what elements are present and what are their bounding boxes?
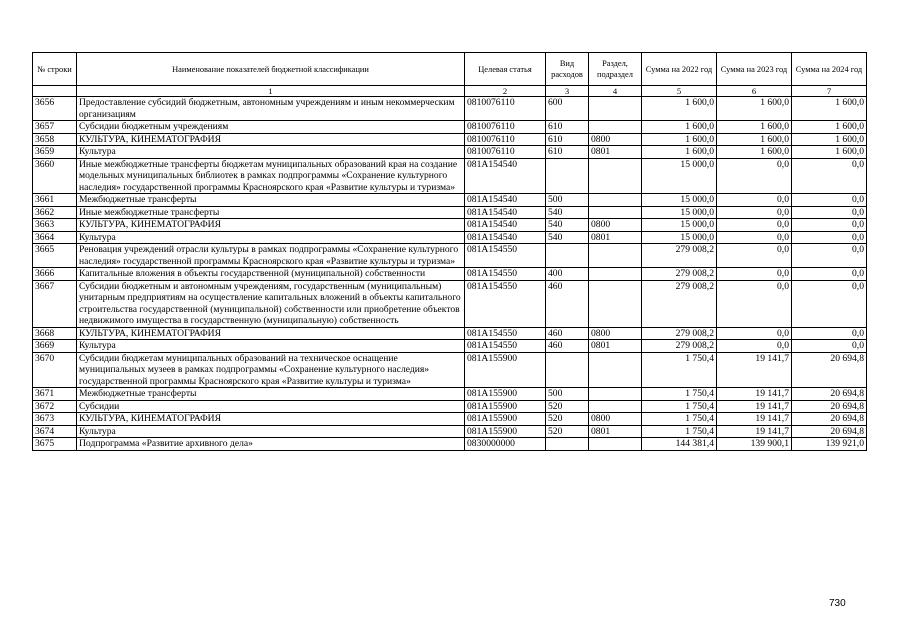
target-article-cell: 081A155900	[465, 388, 546, 401]
section-cell	[589, 206, 642, 219]
sum-2023-cell: 19 141,7	[717, 400, 792, 413]
table-row	[33, 194, 867, 207]
target-article-cell: 081A154540	[465, 231, 546, 244]
sum-2024-cell: 20 694,8	[792, 425, 867, 438]
section-cell: 0801	[589, 146, 642, 159]
sum-2023-cell: 0,0	[717, 280, 792, 327]
indicator-name-cell: Субсидии бюджетным учреждениям	[77, 121, 465, 134]
sum-2023-cell: 0,0	[717, 244, 792, 268]
section-cell: 0800	[589, 327, 642, 340]
table-row	[33, 425, 867, 438]
sum-2023-cell: 0,0	[717, 194, 792, 207]
row-number-cell: 3670	[33, 352, 77, 388]
section-cell	[589, 244, 642, 268]
row-number-cell: 3660	[33, 158, 77, 194]
indicator-name-cell: КУЛЬТУРА, КИНЕМАТОГРАФИЯ	[77, 413, 465, 426]
sum-2022-cell: 1 750,4	[642, 413, 717, 426]
header-sum-2024: Сумма на 2024 год	[792, 53, 867, 86]
section-cell: 0800	[589, 219, 642, 232]
expense-type-cell	[546, 244, 589, 268]
sum-2023-cell: 0,0	[717, 340, 792, 353]
sum-2022-cell: 15 000,0	[642, 158, 717, 194]
section-cell	[589, 438, 642, 451]
sum-2024-cell: 0,0	[792, 219, 867, 232]
sum-2023-cell: 19 141,7	[717, 352, 792, 388]
target-article-cell: 081A154540	[465, 206, 546, 219]
sum-2022-cell: 279 008,2	[642, 244, 717, 268]
sum-2022-cell: 279 008,2	[642, 268, 717, 281]
sum-2023-cell: 19 141,7	[717, 413, 792, 426]
sum-2024-cell: 20 694,8	[792, 388, 867, 401]
target-article-cell: 081A154550	[465, 268, 546, 281]
target-article-cell: 081A154540	[465, 158, 546, 194]
table-row	[33, 146, 867, 159]
sum-2023-cell: 0,0	[717, 206, 792, 219]
indicator-name-cell: Культура	[77, 231, 465, 244]
table-row	[33, 340, 867, 353]
column-number-row	[33, 86, 867, 97]
target-article-cell: 081A154550	[465, 327, 546, 340]
table-row	[33, 206, 867, 219]
section-cell	[589, 388, 642, 401]
sum-2022-cell: 279 008,2	[642, 327, 717, 340]
row-number-cell: 3667	[33, 280, 77, 327]
section-cell	[589, 400, 642, 413]
table-row	[33, 133, 867, 146]
table-body	[33, 97, 867, 451]
sum-2024-cell: 0,0	[792, 231, 867, 244]
row-number-cell: 3666	[33, 268, 77, 281]
indicator-name-cell: КУЛЬТУРА, КИНЕМАТОГРАФИЯ	[77, 133, 465, 146]
sum-2024-cell: 0,0	[792, 268, 867, 281]
table-row	[33, 413, 867, 426]
section-cell: 0801	[589, 340, 642, 353]
expense-type-cell: 610	[546, 146, 589, 159]
row-number-cell: 3657	[33, 121, 77, 134]
target-article-cell: 081A154540	[465, 219, 546, 232]
sum-2023-cell: 19 141,7	[717, 388, 792, 401]
sum-2024-cell: 0,0	[792, 194, 867, 207]
expense-type-cell: 520	[546, 413, 589, 426]
row-number-cell: 3659	[33, 146, 77, 159]
sum-2022-cell: 1 750,4	[642, 352, 717, 388]
column-number: 3	[546, 86, 589, 97]
section-cell: 0800	[589, 133, 642, 146]
sum-2023-cell: 0,0	[717, 158, 792, 194]
indicator-name-cell: Предоставление субсидий бюджетным, автономным учреждениям и иным некоммерческим организациям	[77, 97, 465, 121]
sum-2022-cell: 1 600,0	[642, 121, 717, 134]
sum-2022-cell: 15 000,0	[642, 194, 717, 207]
section-cell	[589, 97, 642, 121]
indicator-name-cell: Культура	[77, 340, 465, 353]
sum-2024-cell: 0,0	[792, 340, 867, 353]
header-sum-2023: Сумма на 2023 год	[717, 53, 792, 86]
expense-type-cell	[546, 438, 589, 451]
sum-2022-cell: 1 750,4	[642, 400, 717, 413]
sum-2023-cell: 0,0	[717, 219, 792, 232]
indicator-name-cell: Подпрограмма «Развитие архивного дела»	[77, 438, 465, 451]
sum-2024-cell: 0,0	[792, 244, 867, 268]
sum-2022-cell: 279 008,2	[642, 340, 717, 353]
sum-2023-cell: 1 600,0	[717, 146, 792, 159]
table-row	[33, 438, 867, 451]
sum-2023-cell: 1 600,0	[717, 121, 792, 134]
table-row	[33, 158, 867, 194]
expense-type-cell: 610	[546, 133, 589, 146]
target-article-cell: 0810076110	[465, 146, 546, 159]
table-row	[33, 121, 867, 134]
expense-type-cell	[546, 352, 589, 388]
sum-2022-cell: 1 600,0	[642, 97, 717, 121]
indicator-name-cell: Субсидии бюджетам муниципальных образований на техническое оснащение муниципальных музеев в рамках подпрограммы «Сохранение культурного наследия» государственной программы Красноярского края «Развитие культуры и туризма»	[77, 352, 465, 388]
target-article-cell: 0810076110	[465, 97, 546, 121]
target-article-cell: 0830000000	[465, 438, 546, 451]
header-target: Целевая статья	[465, 53, 546, 86]
expense-type-cell	[546, 158, 589, 194]
indicator-name-cell: Межбюджетные трансферты	[77, 194, 465, 207]
sum-2024-cell: 1 600,0	[792, 97, 867, 121]
expense-type-cell: 500	[546, 388, 589, 401]
sum-2024-cell: 0,0	[792, 158, 867, 194]
table-header	[33, 53, 867, 97]
row-number-cell: 3663	[33, 219, 77, 232]
table-row	[33, 268, 867, 281]
indicator-name-cell: Капитальные вложения в объекты государственной (муниципальной) собственности	[77, 268, 465, 281]
expense-type-cell: 460	[546, 280, 589, 327]
budget-table	[32, 52, 867, 451]
column-number: 2	[465, 86, 546, 97]
section-cell: 0800	[589, 413, 642, 426]
sum-2023-cell: 1 600,0	[717, 133, 792, 146]
expense-type-cell: 460	[546, 327, 589, 340]
target-article-cell: 0810076110	[465, 133, 546, 146]
target-article-cell: 081A154550	[465, 340, 546, 353]
sum-2022-cell: 144 381,4	[642, 438, 717, 451]
header-row-no: № строки	[33, 53, 77, 86]
page-number: 730	[829, 598, 846, 609]
header-vid: Вид расходов	[546, 53, 589, 86]
section-cell	[589, 280, 642, 327]
target-article-cell: 081A154540	[465, 194, 546, 207]
column-number: 7	[792, 86, 867, 97]
sum-2022-cell: 15 000,0	[642, 219, 717, 232]
indicator-name-cell: Субсидии бюджетным и автономным учреждениям, государственным (муниципальным) унитарным предприятиям на осуществление капитальных вложений в объекты капитального строительства государственной (муниципальной) собственности или приобретение объектов недвижимого имущества в государственную (муниципальную) собственность	[77, 280, 465, 327]
expense-type-cell: 520	[546, 425, 589, 438]
header-section: Раздел, подраздел	[589, 53, 642, 86]
table-row	[33, 388, 867, 401]
table-row	[33, 327, 867, 340]
target-article-cell: 081A155900	[465, 352, 546, 388]
sum-2022-cell: 15 000,0	[642, 206, 717, 219]
row-number-cell: 3664	[33, 231, 77, 244]
sum-2024-cell: 139 921,0	[792, 438, 867, 451]
section-cell	[589, 194, 642, 207]
section-cell	[589, 158, 642, 194]
sum-2022-cell: 1 600,0	[642, 133, 717, 146]
table-row	[33, 400, 867, 413]
target-article-cell: 081A155900	[465, 425, 546, 438]
sum-2022-cell: 1 750,4	[642, 425, 717, 438]
row-number-cell: 3665	[33, 244, 77, 268]
expense-type-cell: 540	[546, 219, 589, 232]
sum-2022-cell: 15 000,0	[642, 231, 717, 244]
table-row	[33, 97, 867, 121]
table-row	[33, 244, 867, 268]
section-cell	[589, 121, 642, 134]
section-cell	[589, 352, 642, 388]
sum-2024-cell: 20 694,8	[792, 400, 867, 413]
expense-type-cell: 540	[546, 206, 589, 219]
sum-2024-cell: 0,0	[792, 280, 867, 327]
sum-2023-cell: 19 141,7	[717, 425, 792, 438]
sum-2024-cell: 20 694,8	[792, 352, 867, 388]
indicator-name-cell: КУЛЬТУРА, КИНЕМАТОГРАФИЯ	[77, 219, 465, 232]
section-cell: 0801	[589, 231, 642, 244]
target-article-cell: 081A155900	[465, 400, 546, 413]
indicator-name-cell: КУЛЬТУРА, КИНЕМАТОГРАФИЯ	[77, 327, 465, 340]
sum-2024-cell: 1 600,0	[792, 146, 867, 159]
column-number: 5	[642, 86, 717, 97]
expense-type-cell: 520	[546, 400, 589, 413]
row-number-cell: 3675	[33, 438, 77, 451]
column-number: 1	[77, 86, 465, 97]
sum-2022-cell: 279 008,2	[642, 280, 717, 327]
sum-2024-cell: 20 694,8	[792, 413, 867, 426]
row-number-cell: 3672	[33, 400, 77, 413]
indicator-name-cell: Иные межбюджетные трансферты	[77, 206, 465, 219]
expense-type-cell: 500	[546, 194, 589, 207]
table-row	[33, 352, 867, 388]
sum-2022-cell: 1 600,0	[642, 146, 717, 159]
row-number-cell: 3656	[33, 97, 77, 121]
row-number-cell: 3662	[33, 206, 77, 219]
target-article-cell: 081A154550	[465, 244, 546, 268]
indicator-name-cell: Культура	[77, 425, 465, 438]
table-row	[33, 219, 867, 232]
sum-2023-cell: 1 600,0	[717, 97, 792, 121]
indicator-name-cell: Межбюджетные трансферты	[77, 388, 465, 401]
column-number: 4	[589, 86, 642, 97]
expense-type-cell: 460	[546, 340, 589, 353]
indicator-name-cell: Субсидии	[77, 400, 465, 413]
sum-2022-cell: 1 750,4	[642, 388, 717, 401]
sum-2023-cell: 139 900,1	[717, 438, 792, 451]
row-number-cell: 3669	[33, 340, 77, 353]
column-number: 6	[717, 86, 792, 97]
row-number-cell: 3658	[33, 133, 77, 146]
sum-2024-cell: 0,0	[792, 327, 867, 340]
sum-2024-cell: 0,0	[792, 206, 867, 219]
target-article-cell: 081A155900	[465, 413, 546, 426]
sum-2023-cell: 0,0	[717, 327, 792, 340]
header-name: Наименование показателей бюджетной классификации	[77, 53, 465, 86]
row-number-cell: 3668	[33, 327, 77, 340]
sum-2024-cell: 1 600,0	[792, 133, 867, 146]
row-number-cell: 3673	[33, 413, 77, 426]
section-cell: 0801	[589, 425, 642, 438]
sum-2023-cell: 0,0	[717, 231, 792, 244]
sum-2023-cell: 0,0	[717, 268, 792, 281]
table-row	[33, 231, 867, 244]
indicator-name-cell: Культура	[77, 146, 465, 159]
sum-2024-cell: 1 600,0	[792, 121, 867, 134]
target-article-cell: 0810076110	[465, 121, 546, 134]
table-row	[33, 280, 867, 327]
target-article-cell: 081A154550	[465, 280, 546, 327]
row-number-cell: 3671	[33, 388, 77, 401]
row-number-cell: 3674	[33, 425, 77, 438]
expense-type-cell: 600	[546, 97, 589, 121]
column-number	[33, 86, 77, 97]
expense-type-cell: 540	[546, 231, 589, 244]
expense-type-cell: 400	[546, 268, 589, 281]
indicator-name-cell: Реновация учреждений отрасли культуры в рамках подпрограммы «Сохранение культурного наследия» государственной программы Красноярского края «Развитие культуры и туризма»	[77, 244, 465, 268]
row-number-cell: 3661	[33, 194, 77, 207]
expense-type-cell: 610	[546, 121, 589, 134]
indicator-name-cell: Иные межбюджетные трансферты бюджетам муниципальных образований края на создание модельных муниципальных библиотек в рамках подпрограммы «Сохранение культурного наследия» государственной программы Красноярского края «Развитие культуры и туризма»	[77, 158, 465, 194]
header-sum-2022: Сумма на 2022 год	[642, 53, 717, 86]
section-cell	[589, 268, 642, 281]
